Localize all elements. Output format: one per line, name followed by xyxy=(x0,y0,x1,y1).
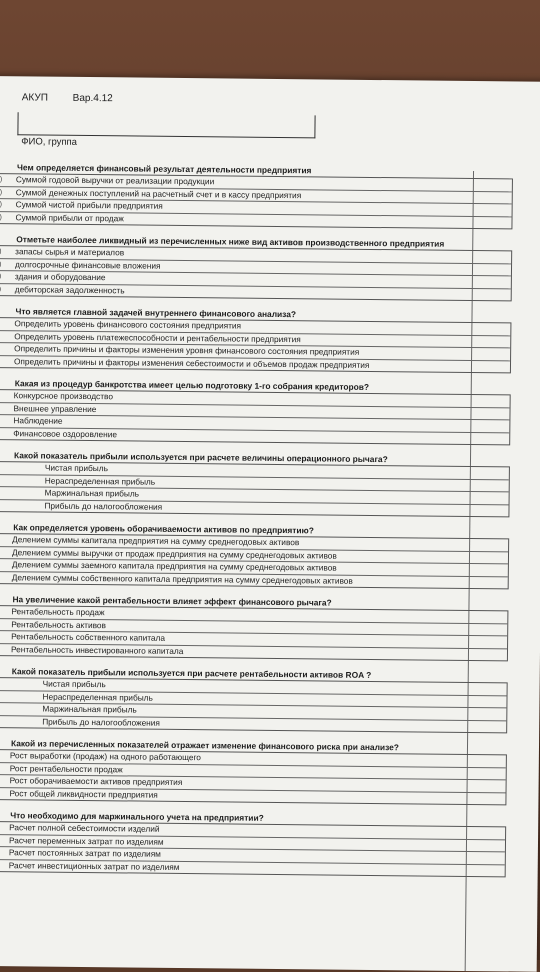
bracket-mark: ) xyxy=(0,273,2,281)
test-sheet xyxy=(0,76,540,972)
variant-label: Вар.4.12 xyxy=(72,92,113,105)
option-text: Рост общей ликвидности предприятия xyxy=(9,787,158,800)
option-text: Расчет полной себестоимости изделий xyxy=(9,822,160,834)
option-text: Определить уровень финансового состояния предприятия xyxy=(14,318,242,331)
option-text: Наблюдение xyxy=(13,415,63,426)
option-text: Рентабельность собственного капитала xyxy=(11,631,166,643)
option-text: запасы сырья и материалов xyxy=(15,246,125,258)
option-text: Расчет постоянных затрат по изделиям xyxy=(8,847,161,859)
question-title: Как определяется уровень оборачиваемости активов по предприятию? xyxy=(13,522,314,536)
option-text: Прибыль до налогообложения xyxy=(42,716,160,728)
options-box xyxy=(0,533,509,589)
name-box[interactable] xyxy=(17,112,315,138)
option-text: Суммой денежных поступлений на расчетный счет и в кассу предприятия xyxy=(15,186,302,200)
option-text: Рентабельность продаж xyxy=(11,606,105,618)
question-7 xyxy=(0,594,521,662)
question-title: Какой из перечисленных показателей отражает изменение финансового риска при анализе? xyxy=(10,738,399,753)
bracket-mark: ) xyxy=(0,260,2,268)
option-text: Расчет инвестиционных затрат по изделиям xyxy=(8,859,180,872)
question-6 xyxy=(0,522,521,590)
fio-label: ФИО, группа xyxy=(21,136,78,148)
option-text: Суммой годовой выручки от реализации продукции xyxy=(15,174,215,187)
question-5 xyxy=(0,450,522,518)
questions-list xyxy=(0,162,525,887)
options-box xyxy=(0,749,507,805)
bracket-mark: ) xyxy=(0,201,3,209)
option-text: Делением суммы собственного капитала предприятия на сумму среднегодовых активов xyxy=(11,571,353,586)
question-1 xyxy=(0,162,525,230)
option-text: Делением суммы капитала предприятия на сумму среднегодовых активов xyxy=(12,534,300,548)
option-text: Делением суммы заемного капитала предприятия на сумму среднегодовых активов xyxy=(11,559,337,573)
question-title: Что является главной задачей внутреннего финансового анализа? xyxy=(15,306,297,320)
option-text: дебиторская задолженность xyxy=(14,283,125,295)
question-2 xyxy=(0,234,524,302)
option-text: Рентабельность активов xyxy=(11,618,107,630)
option-text: Расчет переменных затрат по изделиям xyxy=(8,834,164,847)
option-text: Рост оборачиваемости активов предприятия xyxy=(9,775,183,788)
option-text: Делением суммы выручки от продаж предприятия на сумму среднегодовых активов xyxy=(11,546,337,561)
option-text: Маржинальная прибыль xyxy=(42,703,137,715)
question-title: Отметьте наиболее ликвидный из перечисленных ниже вид активов производственного предприятия xyxy=(16,234,445,249)
sheet-header xyxy=(22,92,135,104)
question-title: Какой показатель прибыли используется при расчете рентабельности активов ROA ? xyxy=(11,666,372,680)
option-text: Прибыль до налогообложения xyxy=(44,500,163,512)
question-10 xyxy=(0,810,518,878)
option-text: Определить причины и факторы изменения себестоимости и объемов продаж предприятия xyxy=(13,355,370,370)
option-text: Конкурсное производство xyxy=(13,390,114,402)
options-box xyxy=(0,461,510,517)
option-text: Внешнее управление xyxy=(13,402,97,414)
options-box xyxy=(0,245,512,301)
options-box xyxy=(0,317,511,373)
option-text: здания и оборудование xyxy=(14,271,106,283)
question-8 xyxy=(0,666,520,734)
question-title: Какой показатель прибыли используется при расчете величины операционного рычага? xyxy=(13,450,388,465)
option-text: Маржинальная прибыль xyxy=(44,487,140,499)
option-text: Чистая прибыль xyxy=(44,462,109,474)
option-text: Чистая прибыль xyxy=(42,678,106,690)
option-text: Определить уровень платежеспособности и рентабельности предприятия xyxy=(14,330,301,344)
option-text: долгосрочные финансовые вложения xyxy=(14,258,161,271)
option-text: Нераспределенная прибыль xyxy=(42,691,153,703)
options-box xyxy=(0,605,508,661)
question-title: Чем определяется финансовый результат деятельности предприятия xyxy=(16,162,312,176)
bracket-mark: ) xyxy=(0,248,2,256)
question-9 xyxy=(0,738,519,806)
option-text: Рост выработки (продаж) на одного работающего xyxy=(9,750,202,763)
option-text: Рост рентабельности продаж xyxy=(9,762,123,774)
option-text: Рентабельность инвестированного капитала xyxy=(10,643,184,656)
bracket-mark: ) xyxy=(0,188,3,196)
question-title: Что необходимо для маржинального учета на предприятии? xyxy=(10,810,264,823)
options-box xyxy=(0,821,506,877)
options-box xyxy=(0,389,511,445)
bracket-mark: ) xyxy=(0,213,2,221)
question-title: Какая из процедур банкротства имеет целью подготовку 1-го собрания кредиторов? xyxy=(14,378,370,392)
options-box xyxy=(0,677,508,733)
question-title: На увеличение какой рентабельности влияет эффект финансового рычага? xyxy=(12,594,332,608)
bracket-mark xyxy=(0,284,5,296)
bracket-mark: ) xyxy=(0,176,3,184)
option-text: Суммой чистой прибыли предприятия xyxy=(15,199,163,211)
option-text: Финансовое оздоровление xyxy=(13,427,118,439)
option-text: Нераспределенная прибыль xyxy=(44,475,156,487)
option-text: Суммой прибыли от продаж xyxy=(15,211,124,223)
option-text: Определить причины и факторы изменения уровня финансового состояния предприятия xyxy=(14,343,360,357)
options-box xyxy=(0,173,513,229)
subject-code: АКУП xyxy=(21,92,48,104)
question-4 xyxy=(0,378,523,446)
question-3 xyxy=(0,306,524,374)
